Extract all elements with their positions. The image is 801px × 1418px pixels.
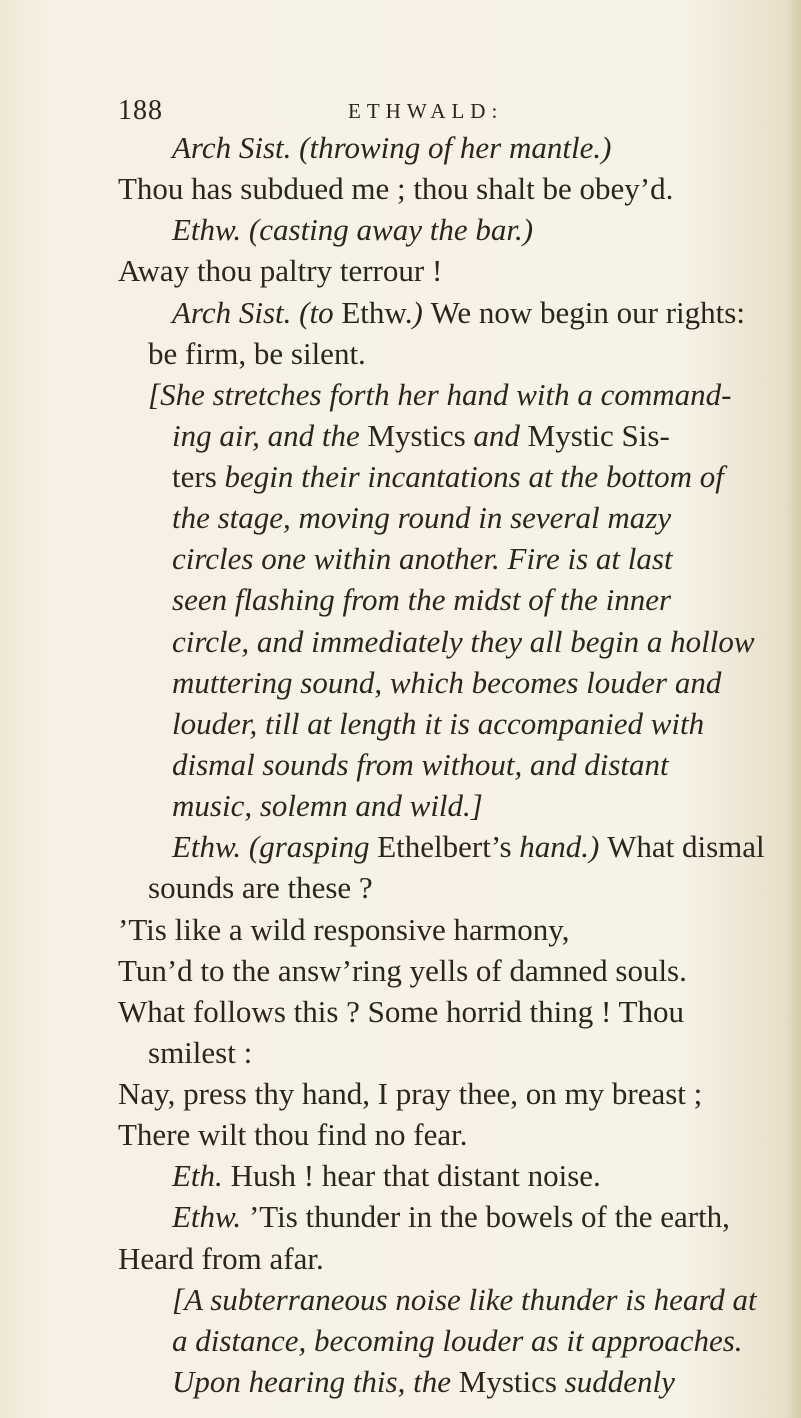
text-line — [172, 416, 670, 456]
text-line — [118, 1239, 324, 1279]
text-line — [172, 1362, 675, 1402]
italic-text: ) — [412, 295, 431, 330]
text-line — [118, 951, 687, 991]
roman-text: sounds are these ? — [148, 870, 373, 905]
roman-text: Mystics — [367, 418, 466, 453]
text-line — [148, 868, 373, 908]
roman-text: Away thou paltry terrour ! — [118, 253, 443, 288]
italic-text: a distance, becoming louder as it approaches. — [172, 1323, 743, 1358]
text-line — [172, 498, 671, 538]
italic-text: begin their incantations at the bottom of — [216, 459, 724, 494]
roman-text: Heard from afar. — [118, 1241, 324, 1276]
text-line — [172, 704, 704, 744]
roman-text: Mystic Sis- — [527, 418, 670, 453]
roman-text: Mystics — [458, 1364, 557, 1399]
italic-text: Eth. — [172, 1158, 223, 1193]
italic-text: Arch Sist. (throwing of her mantle.) — [172, 130, 612, 165]
text-line — [118, 910, 569, 950]
roman-text: ’Tis like a wild responsive harmony, — [118, 912, 570, 947]
italic-text: Arch Sist. (to — [172, 295, 342, 330]
roman-text: What follows this ? Some horrid thing ! Thou — [118, 994, 684, 1029]
italic-text: ing air, and the — [172, 418, 368, 453]
italic-text: Ethw. (grasping — [172, 829, 378, 864]
roman-text: Hush ! hear that distant noise. — [222, 1158, 601, 1193]
text-line — [118, 1115, 468, 1155]
text-line — [172, 293, 745, 333]
italic-text: circle, and immediately they all begin a hollow — [172, 624, 755, 659]
italic-text: music, solemn and wild.] — [172, 788, 483, 823]
text-line — [172, 745, 669, 785]
roman-text: There wilt thou find no fear. — [118, 1117, 468, 1152]
roman-text: ters — [172, 459, 217, 494]
roman-text: Nay, press thy hand, I pray thee, on my breast ; — [118, 1076, 703, 1111]
text-line — [172, 1156, 601, 1196]
roman-text: be firm, be silent. — [148, 336, 366, 371]
text-line — [172, 580, 671, 620]
italic-text: seen flashing from the midst of the inner — [172, 582, 672, 617]
text-line — [148, 375, 732, 415]
text-line — [172, 457, 724, 497]
text-line — [172, 786, 483, 826]
text-line — [172, 539, 673, 579]
italic-text: Ethw. — [172, 1199, 242, 1234]
text-line — [172, 663, 721, 703]
text-line — [172, 128, 611, 168]
text-line — [172, 210, 533, 250]
italic-text: Upon hearing this, the — [172, 1364, 459, 1399]
roman-text: Tun’d to the answ’ring yells of damned souls. — [118, 953, 687, 988]
text-line — [118, 169, 673, 209]
text-line — [118, 1074, 702, 1114]
italic-text: the stage, moving round in several mazy — [172, 500, 672, 535]
page-number: 188 — [118, 95, 163, 126]
roman-text: Ethelbert’s — [377, 829, 512, 864]
italic-text: [A subterraneous noise like thunder is heard at — [172, 1282, 757, 1317]
roman-text: Ethw. — [341, 295, 413, 330]
roman-text: What dismal — [607, 829, 765, 864]
italic-text: circles one within another. Fire is at last — [172, 541, 673, 576]
text-line — [148, 1033, 252, 1073]
roman-text: smilest : — [148, 1035, 253, 1070]
text-line — [118, 251, 442, 291]
italic-text: louder, till at length it is accompanied with — [172, 706, 705, 741]
text-line — [118, 992, 684, 1032]
roman-text: We now begin our rights: — [430, 295, 745, 330]
italic-text: Ethw. (casting away the bar.) — [172, 212, 534, 247]
text-line — [172, 1321, 743, 1361]
roman-text: Thou has subdued me ; thou shalt be obey’d. — [118, 171, 674, 206]
text-line — [172, 1280, 757, 1320]
text-line — [172, 1197, 730, 1237]
text-line — [148, 334, 366, 374]
roman-text: ’Tis thunder in the bowels of the earth, — [241, 1199, 730, 1234]
italic-text: [She stretches forth her hand with a command- — [148, 377, 732, 412]
italic-text: dismal sounds from without, and distant — [172, 747, 669, 782]
running-head: ETHWALD: — [348, 99, 504, 123]
italic-text: and — [465, 418, 528, 453]
text-line — [172, 827, 765, 867]
italic-text: hand.) — [511, 829, 608, 864]
italic-text: muttering sound, which becomes louder and — [172, 665, 722, 700]
text-line — [172, 622, 755, 662]
italic-text: suddenly — [556, 1364, 675, 1399]
